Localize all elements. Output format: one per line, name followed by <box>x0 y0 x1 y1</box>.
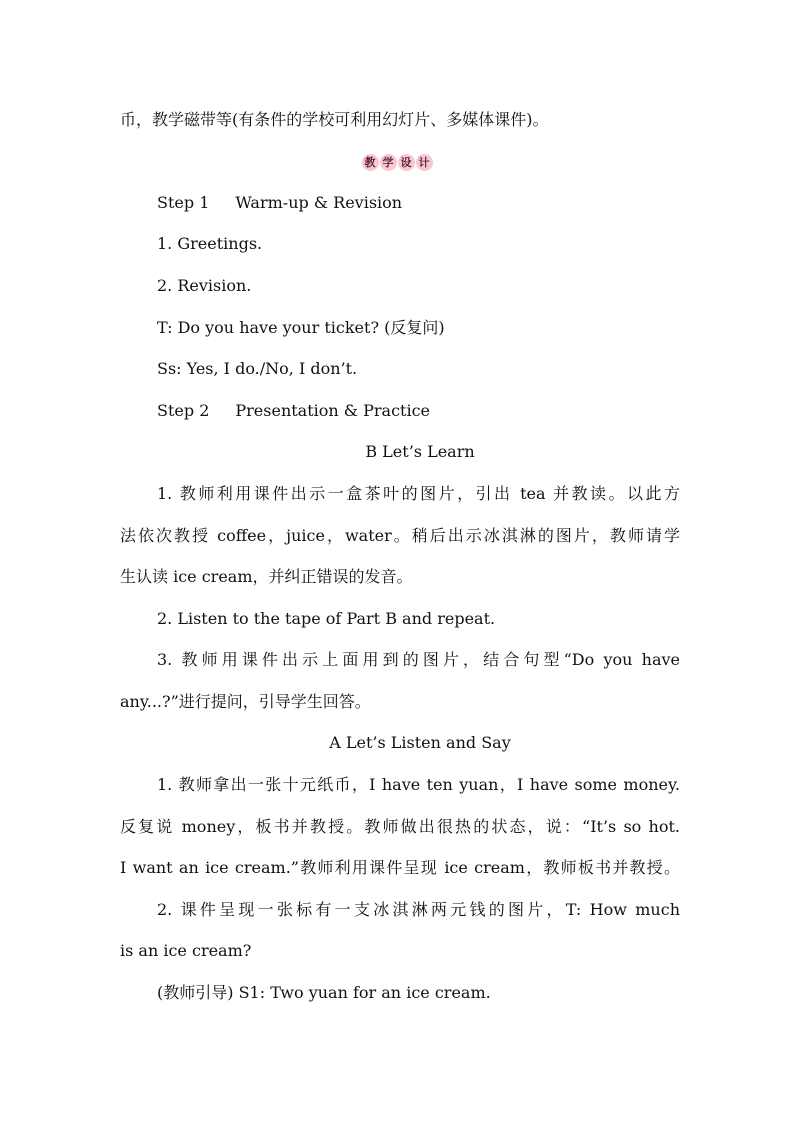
a1-line2: 反复说 money，板书并教授。教师做出很热的状态，说：“It’s so hot. <box>120 817 680 836</box>
students-answer: Ss: Yes, I do./No, I don’t. <box>157 359 358 378</box>
step1-label: Step 1 <box>157 193 210 212</box>
b3-line1: 3. 教师用课件出示上面用到的图片，结合句型“Do you have <box>157 650 680 669</box>
intro-line: 币，教学磁带等(有条件的学校可利用幻灯片、多媒体课件)。 <box>120 110 549 129</box>
step2-heading <box>157 401 680 421</box>
b1-line1: 1. 教师利用课件出示一盒茶叶的图片，引出 tea 并教读。以此方 <box>157 484 680 503</box>
a2-line1: 2. 课件呈现一张标有一支冰淇淋两元钱的图片，T: How much <box>157 900 680 919</box>
part-a-title: A Let’s Listen and Say <box>329 733 511 752</box>
section-heading-badge <box>361 151 433 171</box>
b1-line2: 法依次教授 coffee，juice，water。稍后出示冰淇淋的图片，教师请学 <box>120 526 680 545</box>
teacher-question: T: Do you have your ticket? (反复问) <box>157 318 445 337</box>
b1-line3: 生认读 ice cream，并纠正错误的发音。 <box>120 567 413 586</box>
greetings-line: 1. Greetings. <box>157 234 263 253</box>
a2-line2: is an ice cream? <box>120 941 252 960</box>
part-b-title: B Let’s Learn <box>365 442 475 461</box>
step1-title: Warm-up & Revision <box>235 193 403 212</box>
step1-heading <box>157 193 680 213</box>
step2-label: Step 2 <box>157 401 210 420</box>
a1-line3: I want an ice cream.”教师利用课件呈现 ice cream，教师板书并教授。 <box>120 858 680 877</box>
section-heading <box>0 151 794 171</box>
revision-line: 2. Revision. <box>157 276 252 295</box>
b2-line: 2. Listen to the tape of Part B and repeat. <box>157 609 496 628</box>
heading-char: 计 <box>416 154 433 171</box>
step2-title: Presentation & Practice <box>235 401 430 420</box>
heading-char: 学 <box>380 154 397 171</box>
a3-line: (教师引导) S1: Two yuan for an ice cream. <box>157 983 491 1002</box>
heading-char: 教 <box>362 154 379 171</box>
a1-line1: 1. 教师拿出一张十元纸币，I have ten yuan，I have some money. <box>157 775 680 794</box>
heading-char: 设 <box>398 154 415 171</box>
b3-line2: any...?”进行提问，引导学生回答。 <box>120 692 371 711</box>
